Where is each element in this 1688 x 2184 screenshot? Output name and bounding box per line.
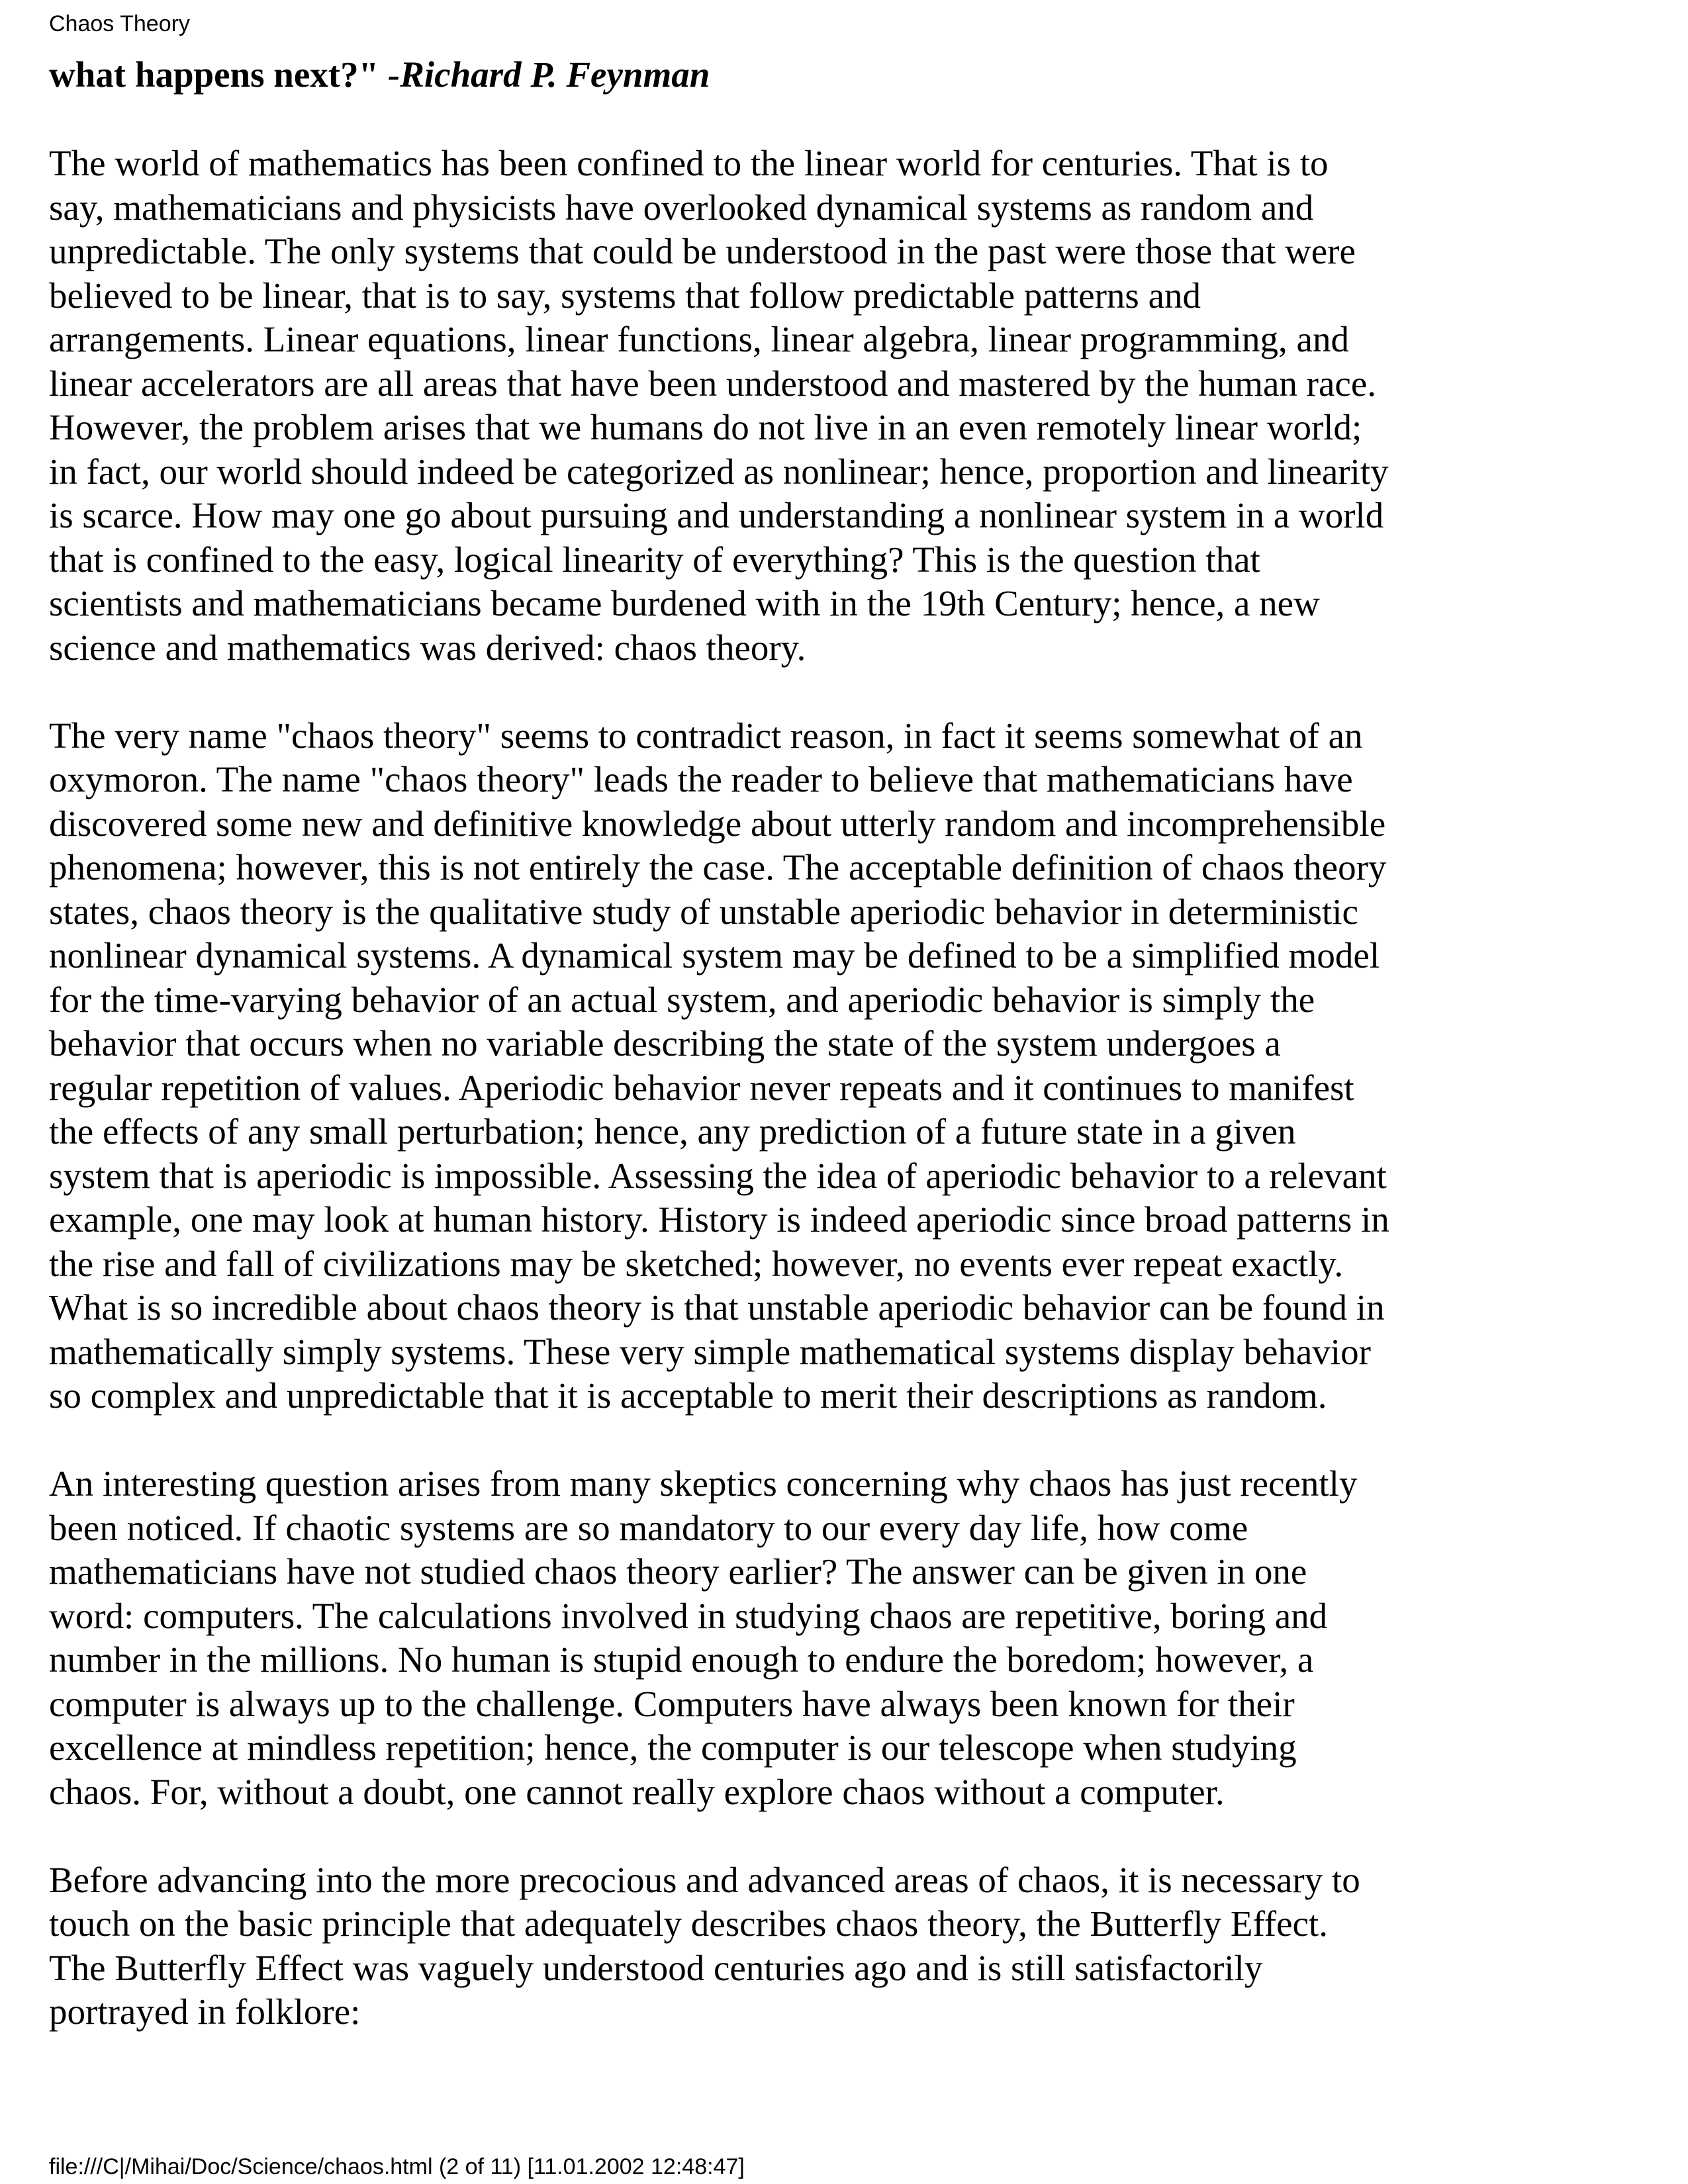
paragraph-line: oxymoron. The name "chaos theory" leads the reader to believe that mathematicians have: [49, 759, 1353, 799]
page-footer-url: file:///C|/Mihai/Doc/Science/chaos.html (2 of 11) [11.01.2002 12:48:47]: [49, 2154, 745, 2179]
paragraph-line: The Butterfly Effect was vaguely understood centuries ago and is still satisfactorily: [49, 1947, 1263, 1988]
paragraph-line: An interesting question arises from many skeptics concerning why chaos has just recently: [49, 1463, 1358, 1504]
paragraph-line: scientists and mathematicians became burdened with in the 19th Century; hence, a new: [49, 583, 1320, 623]
paragraph: [49, 1462, 1525, 1814]
paragraph-line: for the time-varying behavior of an actual system, and aperiodic behavior is simply the: [49, 979, 1315, 1020]
paragraph-line: touch on the basic principle that adequately describes chaos theory, the Butterfly Effect.: [49, 1903, 1328, 1944]
paragraph-line: regular repetition of values. Aperiodic behavior never repeats and it continues to manifest: [49, 1067, 1354, 1108]
paragraph-line: phenomena; however, this is not entirely the case. The acceptable definition of chaos theory: [49, 847, 1387, 887]
paragraph-line: so complex and unpredictable that it is acceptable to merit their descriptions as random.: [49, 1375, 1327, 1416]
paragraph-line: system that is aperiodic is impossible. Assessing the idea of aperiodic behavior to a relevant: [49, 1155, 1387, 1196]
paragraph-line: discovered some new and definitive knowledge about utterly random and incomprehensible: [49, 803, 1386, 844]
paragraph-line: number in the millions. No human is stupid enough to endure the boredom; however, a: [49, 1639, 1314, 1680]
paragraph-line: the effects of any small perturbation; hence, any prediction of a future state in a given: [49, 1111, 1296, 1152]
paragraph: [49, 1858, 1525, 2034]
paragraph-line: nonlinear dynamical systems. A dynamical system may be defined to be a simplified model: [49, 935, 1380, 976]
paragraph-line: mathematically simply systems. These very simple mathematical systems display behavior: [49, 1331, 1371, 1372]
paragraph-line: behavior that occurs when no variable describing the state of the system undergoes a: [49, 1023, 1281, 1064]
paragraph-line: What is so incredible about chaos theory is that unstable aperiodic behavior can be found in: [49, 1287, 1385, 1328]
paragraph-line: computer is always up to the challenge. Computers have always been known for their: [49, 1683, 1295, 1724]
paragraph-line: arrangements. Linear equations, linear functions, linear algebra, linear programming, and: [49, 319, 1349, 359]
paragraph: [49, 142, 1525, 670]
paragraph-line: However, the problem arises that we humans do not live in an even remotely linear world;: [49, 407, 1362, 447]
paragraph-line: portrayed in folklore:: [49, 1991, 361, 2032]
page-header-title: Chaos Theory: [49, 11, 190, 36]
paragraph-line: The world of mathematics has been confined to the linear world for centuries. That is to: [49, 143, 1329, 183]
paragraph-line: believed to be linear, that is to say, systems that follow predictable patterns and: [49, 275, 1201, 316]
paragraph-line: The very name "chaos theory" seems to contradict reason, in fact it seems somewhat of an: [49, 715, 1363, 756]
paragraph-line: the rise and fall of civilizations may be sketched; however, no events ever repeat exactly.: [49, 1243, 1344, 1284]
quote-text: what happens next?": [49, 54, 388, 95]
paragraph-line: linear accelerators are all areas that have been understood and mastered by the human race.: [49, 363, 1376, 404]
paragraph-line: chaos. For, without a doubt, one cannot really explore chaos without a computer.: [49, 1771, 1225, 1812]
paragraph-line: is scarce. How may one go about pursuing and understanding a nonlinear system in a world: [49, 495, 1384, 535]
paragraph-line: say, mathematicians and physicists have overlooked dynamical systems as random and: [49, 187, 1314, 228]
paragraph: [49, 714, 1525, 1418]
paragraph-line: word: computers. The calculations involved in studying chaos are repetitive, boring and: [49, 1595, 1328, 1636]
paragraph-line: unpredictable. The only systems that could be understood in the past were those that were: [49, 231, 1356, 271]
paragraph-line: Before advancing into the more precocious and advanced areas of chaos, it is necessary to: [49, 1859, 1360, 1900]
paragraph-line: been noticed. If chaotic systems are so mandatory to our every day life, how come: [49, 1507, 1248, 1548]
paragraph-line: in fact, our world should indeed be categorized as nonlinear; hence, proportion and linearity: [49, 451, 1389, 492]
paragraph-line: excellence at mindless repetition; hence, the computer is our telescope when studying: [49, 1727, 1297, 1768]
quote-author: -Richard P. Feynman: [387, 54, 710, 95]
paragraph-line: states, chaos theory is the qualitative study of unstable aperiodic behavior in deterministic: [49, 891, 1358, 932]
paragraph-line: science and mathematics was derived: chaos theory.: [49, 627, 806, 668]
article-body: [49, 142, 1525, 2078]
quote-line: [49, 53, 710, 97]
paragraph-line: example, one may look at human history. History is indeed aperiodic since broad patterns in: [49, 1199, 1389, 1240]
paragraph-line: mathematicians have not studied chaos theory earlier? The answer can be given in one: [49, 1551, 1307, 1592]
paragraph-line: that is confined to the easy, logical linearity of everything? This is the question that: [49, 539, 1260, 580]
